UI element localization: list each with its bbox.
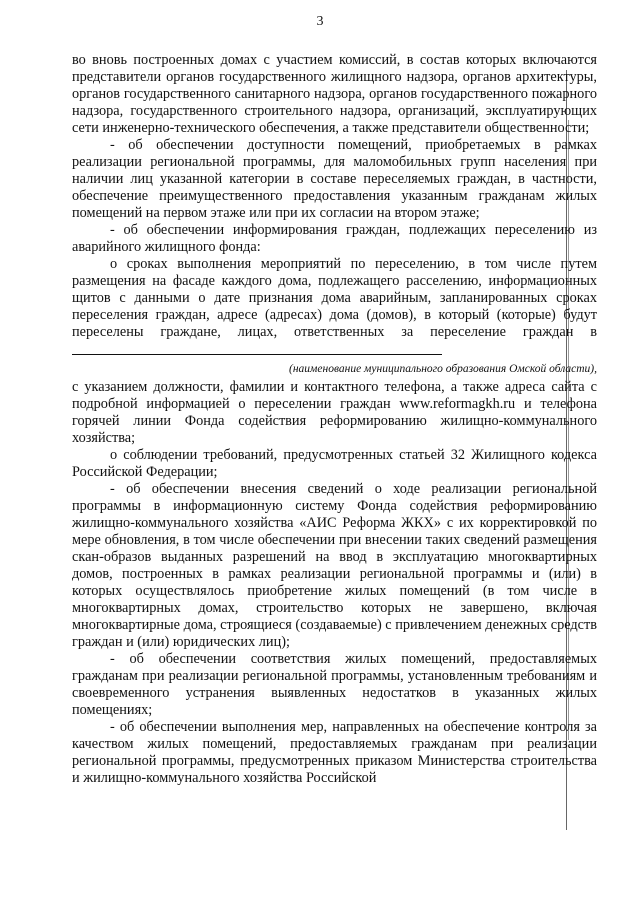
paragraph: с указанием должности, фамилии и контактного телефона, а также адреса сайта с подробной информацией о переселении граждан www.reformagkh.ru и телефона горячей линии Фонда содействия реформированию жилищно-коммунального хозяйства; (72, 379, 597, 446)
document-body (72, 52, 597, 787)
paragraph: - об обеспечении информирования граждан, подлежащих переселению из аварийного жилищного фонда: (72, 222, 597, 255)
fill-in-text: о сроках выполнения мероприятий по переселению, в том числе путем размещения на фасаде каждого дома, подлежащего расселению, информационных щитов с данными о дате признания дома аварийным, запланированных сроках переселения граждан, адресе (адресах) дома (домов), в который (которые) будут переселены граждане, лицах, ответственных за переселение граждан в (72, 256, 597, 340)
fill-in-blank-line (72, 341, 442, 355)
fill-in-caption: (наименование муниципального образования Омской области), (289, 363, 597, 375)
page-number: 3 (316, 14, 324, 29)
paragraph: - об обеспечении выполнения мер, направленных на обеспечение контроля за качеством жилых помещений, предоставляемых гражданам при реализации региональной программы, предусмотренных приказом Министерства строительства и жилищно-коммунального хозяйства Российской (72, 719, 597, 786)
paragraph: - об обеспечении доступности помещений, приобретаемых в рамках реализации региональной программы, для маломобильных групп населения при наличии лиц указанной категории в составе переселяемых граждан, в частности, обеспечение преимущественного предоставления указанным гражданам жилых помещений на первом этаже или при их согласии на втором этаже; (72, 137, 597, 221)
fill-in-paragraph (72, 256, 597, 360)
paragraph: о соблюдении требований, предусмотренных статьей 32 Жилищного кодекса Российской Федерации; (72, 447, 597, 480)
paragraph: - об обеспечении соответствия жилых помещений, предоставляемых гражданам при реализации региональной программы, установленным требованиям и своевременного устранения выявленных недостатков в указанных жилых помещениях; (72, 651, 597, 718)
paragraph: во вновь построенных домах с участием комиссий, в состав которых включаются представители органов государственного жилищного надзора, органов архитектуры, органов государственного санитарного надзора, органов государственного пожарного надзора, государственного строительного надзора, организаций, эксплуатирующих сети инженерно-технического обеспечения, а также представители общественности; (72, 52, 597, 136)
paragraph: - об обеспечении внесения сведений о ходе реализации региональной программы в информационную систему Фонда содействия реформированию жилищно-коммунального хозяйства «АИС Реформа ЖКХ» с их корректировкой по мере обновления, в том числе обеспечении при внесении таких сведений размещения скан-образов выданных разрешений на ввод в эксплуатацию многоквартирных домов, построенных в рамках реализации региональной программы и (или) в которых осуществлялось приобретение жилых помещений (в том числе в многоквартирных домах, строительство которых не завершено, включая многоквартирные дома, строящиеся (создаваемые) с привлечением денежных средств граждан и (или) юридических лиц); (72, 481, 597, 650)
